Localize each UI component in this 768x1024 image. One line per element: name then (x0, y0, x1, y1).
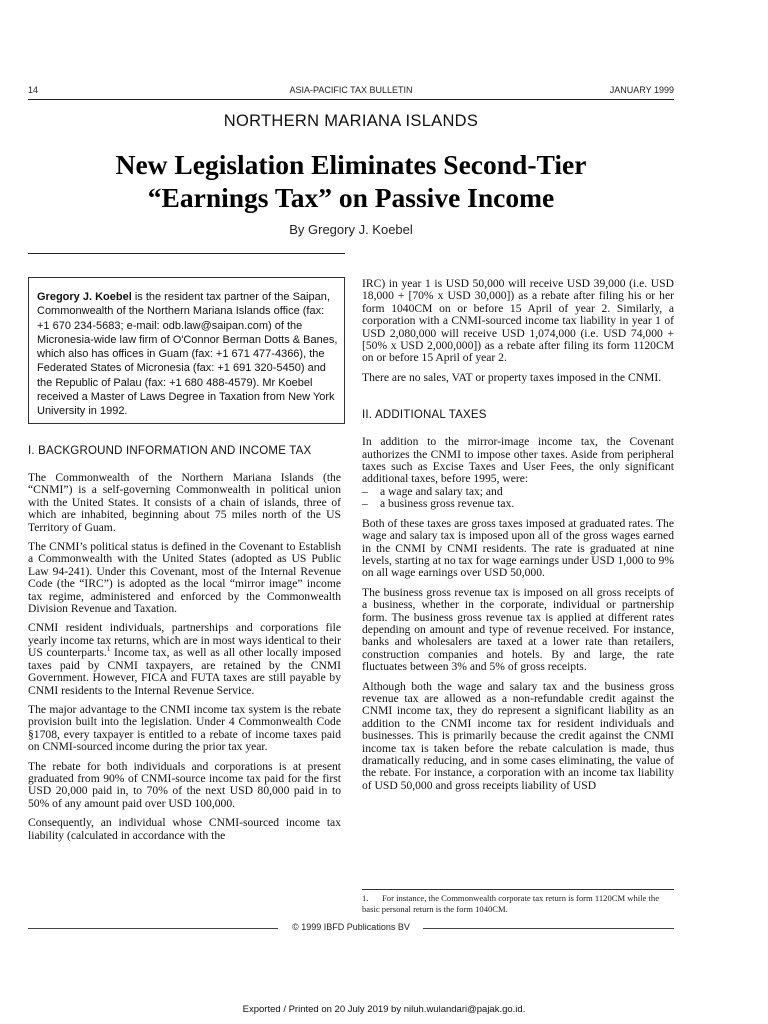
paragraph: Both of these taxes are gross taxes imposed at graduated rates. The wage and salary tax is imposed upon all of the gross wages earned in the CNMI by CNMI residents. The rate is graduated at nine levels, starting at no tax for wage earnings under USD 1,000 to 9% on all wage earnings over USD 50,000. (362, 516, 674, 580)
export-notice: Exported / Printed on 20 July 2019 by niluh.wulandari@pajak.go.id. (242, 1004, 526, 1015)
footnote-number: 1. (362, 893, 369, 903)
paragraph: The rebate for both individuals and corporations is at present graduated from 90% of CNMI-source income tax paid for the first USD 20,000 paid in, to 70% of the next USD 80,000 paid in to 50% of any amount paid over USD 100,000. (28, 759, 341, 810)
author-name: Gregory J. Koebel (37, 291, 132, 303)
list-item: – a wage and salary tax; and (362, 484, 503, 498)
header-rule (28, 99, 674, 100)
running-header (28, 85, 674, 97)
country-heading: NORTHERN MARIANA ISLANDS (223, 112, 479, 130)
paragraph: The CNMI’s political status is defined in the Covenant to Establish a Commonwealth with the United States (adopted as US Public Law 94-241). Under this Covenant, most of the Internal Revenue Code (the “IRC”) is adopted as the local “mirror image” income tax regime, administered and enforced by the Commonwealth Division Revenue and Taxation. (28, 540, 341, 616)
page-number: 14 (28, 85, 39, 95)
footnote-reference[interactable]: 1 (106, 645, 111, 654)
paragraph: There are no sales, VAT or property taxes imposed in the CNMI. (362, 370, 662, 384)
copyright-notice: © 1999 IBFD Publications BV (292, 922, 410, 932)
footnote-text: For instance, the Commonwealth corporate tax return is form 1120CM while the basic personal return is the form 1040CM. (362, 893, 660, 914)
paragraph: IRC) in year 1 is USD 50,000 will receive USD 39,000 (i.e. USD 18,000 + [70% x USD 30,000]) as a rebate after filing his or her form 1040CM on or before 15 April of year 2. Similarly, a corporation with a CNMI-sourced income tax liability in year 1 of USD 2,080,000 will receive USD 1,074,000 (i.e. USD 74,000 + [50% x USD 2,000,000]) as a rebate after filing its form 1120CM on or before 15 April of year 2. (362, 277, 674, 365)
paragraph: Although both the wage and salary tax and the business gross revenue tax are allowed as a non-refundable credit against the CNMI income tax, they do represent a significant liability as an addition to the CNMI income tax for resident individuals and businesses. This is primarily because the credit against the CNMI income tax is taken before the rebate calculation is made, thus dramatically reducing, and in some cases eliminating, the value of the rebate. For instance, a corporation with an income tax liability of USD 50,000 and gross receipts liability of USD (362, 679, 674, 792)
issue-date: JANUARY 1999 (609, 85, 674, 95)
section-heading-background: I. BACKGROUND INFORMATION AND INCOME TAX (28, 445, 312, 457)
paragraph: The major advantage to the CNMI income tax system is the rebate provision built into the legislation. Under 4 Commonwealth Code §1708, every taxpayer is entitled to a rebate of income taxes paid on CNMI-sourced income during the prior tax year. (28, 702, 341, 754)
paragraph (28, 622, 341, 696)
paragraph: The Commonwealth of the Northern Mariana Islands (the “CNMI”) is a self-governing Commonwealth in political union with the United States. It consists of a chain of islands, three of which are inhabited, beginning about 75 miles north of the US Territory of Guam. (28, 471, 341, 534)
title-rule (28, 253, 345, 254)
footnote (362, 893, 674, 915)
footer-rule-left (28, 928, 278, 929)
list-item-text: a business gross revenue tax. (380, 497, 515, 511)
paragraph: In addition to the mirror-image income tax, the Covenant authorizes the CNMI to impose other taxes. Aside from peripheral taxes such as Excise Taxes and User Fees, the only significant additional taxes, before 1995, were: (362, 435, 674, 486)
footer-rule-right (423, 928, 674, 929)
author-bio-box (28, 277, 345, 424)
author-bio-text: is the resident tax partner of the Saipan, Commonwealth of the Northern Mariana Islands office (fax: +1 670 234-5683; e-mail: odb.law@saipan.com) of the Micronesia-wide law firm of O'Connor Berman Dotts & Banes, which also has offices in Guam (fax: +1 671 477-4366), the Federated States of Micronesia (fax: +1 691 320-5450) and the Republic of Palau (fax: +1 680 488-4579). Mr Koebel received a Master of Laws Degree in Taxation from New York University in 1992. (37, 291, 338, 418)
article-title (28, 148, 674, 214)
list-item-text: a wage and salary tax; and (380, 484, 503, 498)
paragraph: Consequently, an individual whose CNMI-sourced income tax liability (calculated in accordance with the (28, 816, 341, 842)
article-title-line-1: New Legislation Eliminates Second-Tier (115, 149, 587, 180)
section-heading-additional-taxes: II. ADDITIONAL TAXES (362, 409, 487, 422)
list-item: – a business gross revenue tax. (362, 497, 515, 511)
article-title-line-2: “Earnings Tax” on Passive Income (147, 182, 555, 213)
paragraph-text: CNMI resident individuals, partnerships and corporations file yearly income tax returns, which are in most ways identical to their US counterparts. (28, 621, 341, 660)
byline: By Gregory J. Koebel (289, 222, 413, 237)
footnote-rule (362, 889, 674, 890)
paragraph: The business gross revenue tax is imposed on all gross receipts of a business, whether in the corporate, individual or partnership form. The business gross revenue tax is applied at different rates depending on amount and type of revenue received. For instance, banks and wholesalers are taxed at a lower rate than retailers, construction companies and hotels. By and large, the rate fluctuates between 3% and 5% of gross receipts. (362, 585, 674, 674)
left-column (28, 444, 341, 849)
right-column (362, 278, 674, 799)
publication-name: ASIA-PACIFIC TAX BULLETIN (289, 85, 413, 95)
paragraph-text: Income tax, as well as all other locally imposed taxes paid by CNMI taxpayers, are retained by the CNMI Government. However, FICA and FUTA taxes are still payable by CNMI residents to the Internal Revenue Service. (28, 646, 341, 697)
